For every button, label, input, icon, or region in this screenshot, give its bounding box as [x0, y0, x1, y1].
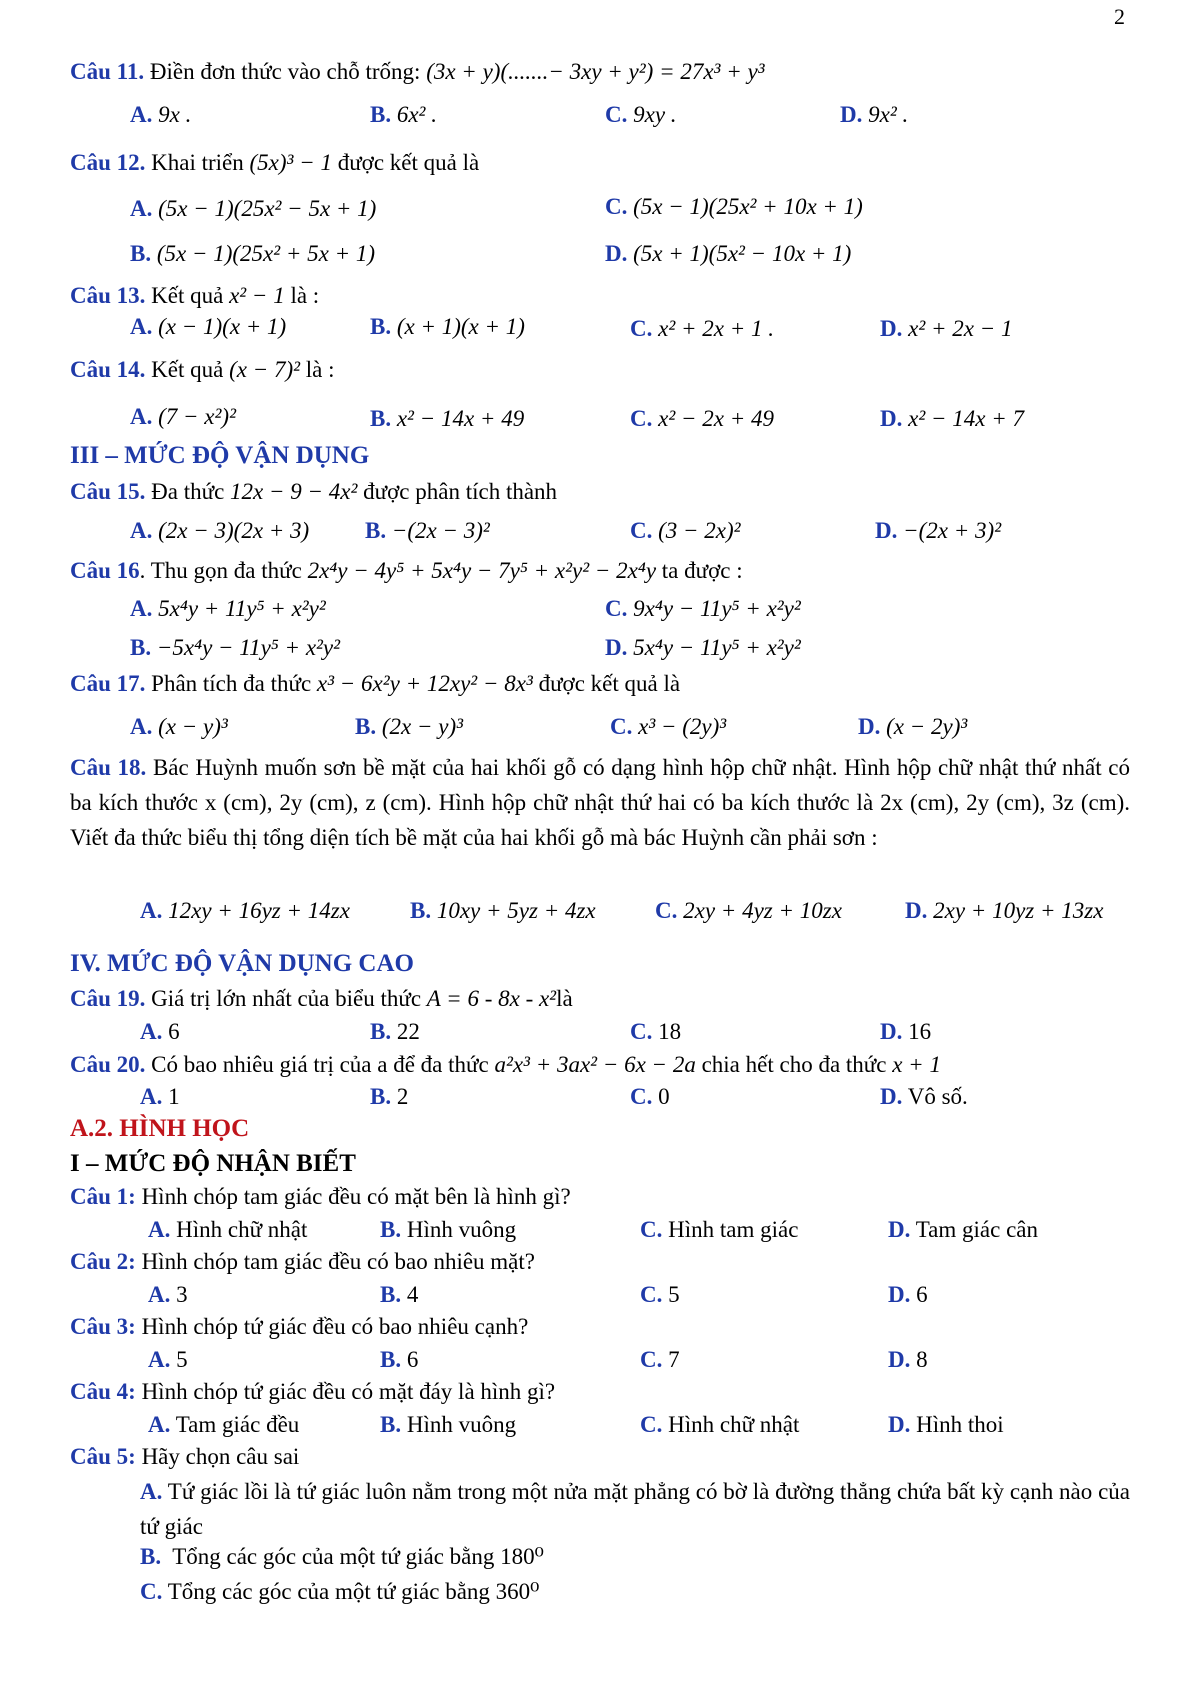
- option-b: B. x² − 14x + 49: [370, 406, 525, 431]
- question-text: Hình chóp tứ giác đều có mặt đáy là hình gì?: [141, 1379, 556, 1404]
- question-text: Kết quả: [151, 357, 224, 382]
- option-d: D. 6: [888, 1282, 928, 1307]
- option-c: C. Hình tam giác: [640, 1217, 799, 1242]
- question-label: Câu 11.: [70, 59, 145, 84]
- question-text: Khai triển: [151, 150, 244, 175]
- section-heading-i: I – MỨC ĐỘ NHẬN BIẾT: [70, 1150, 356, 1177]
- question-text: Điền đơn thức vào chỗ trống:: [149, 59, 421, 84]
- option-a: A. (5x − 1)(25x² − 5x + 1): [130, 196, 377, 221]
- question-13: [70, 282, 319, 310]
- question-expression: a²x³ + 3ax² − 6x − 2a: [494, 1052, 696, 1077]
- question-expression: (3x + y)(.......− 3xy + y²) = 27x³ + y³: [426, 59, 765, 84]
- geometry-question-1: [70, 1183, 571, 1211]
- section-heading-iii: III – MỨC ĐỘ VẬN DỤNG: [70, 442, 370, 469]
- option-a: A. 5: [148, 1347, 188, 1372]
- question-label: Câu 16: [70, 558, 140, 583]
- question-label: Câu 12.: [70, 150, 146, 175]
- option-d: D. Hình thoi: [888, 1412, 1004, 1437]
- option-d: D. (5x + 1)(5x² − 10x + 1): [605, 241, 852, 266]
- question-text: Hình chóp tam giác đều có mặt bên là hình gì?: [141, 1184, 571, 1209]
- question-expression: x² − 1: [229, 283, 285, 308]
- question-text: Hãy chọn câu sai: [141, 1444, 300, 1469]
- option-d: D. 5x⁴y − 11y⁵ + x²y²: [605, 635, 801, 660]
- option-c: C. 2xy + 4yz + 10zx: [655, 898, 842, 923]
- option-c: C. (5x − 1)(25x² + 10x + 1): [605, 194, 863, 219]
- option-d: D. x² − 14x + 7: [880, 406, 1024, 431]
- question-text-end: là: [556, 986, 573, 1011]
- section-heading-iv: IV. MỨC ĐỘ VẬN DỤNG CAO: [70, 950, 414, 977]
- option-c: C. 18: [630, 1019, 682, 1044]
- option-b: B. −5x⁴y − 11y⁵ + x²y²: [130, 635, 341, 660]
- option-d: D. (x − 2y)³: [858, 714, 968, 739]
- option-b: B. Tổng các góc của một tứ giác bằng 180⁰: [140, 1544, 544, 1569]
- question-expression-2: x + 1: [892, 1052, 941, 1077]
- option-b: B. 2: [370, 1084, 409, 1109]
- page-number: 2: [1114, 4, 1125, 29]
- option-b: B. 4: [380, 1282, 419, 1307]
- option-b: B. (5x − 1)(25x² + 5x + 1): [130, 241, 376, 266]
- question-label: Câu 2:: [70, 1249, 136, 1274]
- option-b: B. −(2x − 3)²: [365, 518, 490, 543]
- option-c: C. x³ − (2y)³: [610, 714, 727, 739]
- option-d: D. 9x² .: [840, 102, 909, 127]
- option-b: B. Hình vuông: [380, 1217, 517, 1242]
- option-a: A. Tứ giác lồi là tứ giác luôn nằm trong một nửa mặt phẳng có bờ là đường thẳng chứa bất kỳ cạnh nào của tứ giác: [140, 1479, 1130, 1539]
- question-text-end: chia hết cho đa thức: [701, 1052, 887, 1077]
- option-a: A. 1: [140, 1084, 180, 1109]
- question-text-end: được kết quả là: [538, 671, 681, 696]
- question-label: Câu 14.: [70, 357, 146, 382]
- option-b: B. 22: [370, 1019, 420, 1044]
- option-a: A. 12xy + 16yz + 14zx: [140, 898, 350, 923]
- option-c: C. Tổng các góc của một tứ giác bằng 360⁰: [140, 1579, 540, 1604]
- option-a: A. (x − 1)(x + 1): [130, 314, 287, 339]
- option-d: D. Tam giác cân: [888, 1217, 1038, 1242]
- question-label: Câu 15.: [70, 479, 146, 504]
- question-label: Câu 3:: [70, 1314, 136, 1339]
- question-text: . Thu gọn đa thức: [139, 558, 302, 583]
- question-expression: 12x − 9 − 4x²: [230, 479, 358, 504]
- question-text: Kết quả: [151, 283, 224, 308]
- option-b: B. 6x² .: [370, 102, 437, 127]
- option-d: D. 16: [880, 1019, 932, 1044]
- question-expression: 2x⁴y − 4y⁵ + 5x⁴y − 7y⁵ + x²y² − 2x⁴y: [307, 558, 657, 583]
- geometry-question-2: [70, 1248, 535, 1276]
- option-b: B. (x + 1)(x + 1): [370, 314, 525, 339]
- question-text: Giá trị lớn nhất của biểu thức: [151, 986, 422, 1011]
- option-a: A. 9x .: [130, 102, 192, 127]
- option-c: C. x² + 2x + 1 .: [630, 316, 774, 341]
- option-c: C. x² − 2x + 49: [630, 406, 774, 431]
- question-text: Hình chóp tứ giác đều có bao nhiêu cạnh?: [141, 1314, 529, 1339]
- geometry-question-5: [70, 1443, 299, 1471]
- option-d: D. x² + 2x − 1: [880, 316, 1013, 341]
- geometry-question-4: [70, 1378, 555, 1406]
- option-c: C. 7: [640, 1347, 680, 1372]
- option-a: A. 6: [140, 1019, 180, 1044]
- question-14: [70, 356, 335, 384]
- question-text-end: được kết quả là: [337, 150, 480, 175]
- option-a: A. Tam giác đều: [148, 1412, 300, 1437]
- geometry-question-3: [70, 1313, 528, 1341]
- question-text: Có bao nhiêu giá trị của a để đa thức: [151, 1052, 489, 1077]
- question-label: Câu 18.: [70, 755, 147, 780]
- option-a: A. Hình chữ nhật: [148, 1217, 308, 1242]
- option-b: B. (2x − y)³: [355, 714, 463, 739]
- question-text-end: là :: [305, 357, 335, 382]
- option-a: A. (7 − x²)²: [130, 404, 236, 429]
- option-a: A. (2x − 3)(2x + 3): [130, 518, 310, 543]
- question-expression: (5x)³ − 1: [249, 150, 332, 175]
- option-d: D. −(2x + 3)²: [875, 518, 1002, 543]
- question-text: Bác Huỳnh muốn sơn bề mặt của hai khối gỗ có dạng hình hộp chữ nhật. Hình hộp chữ nhật thứ nhất có ba kích thước x (cm), 2y (cm), z (cm). Hình hộp chữ nhật thứ hai có ba kích thước là 2x (cm), 2y (cm), 3z (cm). Viết đa thức biểu thị tổng diện tích bề mặt của hai khối gỗ mà bác Huỳnh cần phải sơn :: [70, 755, 1131, 850]
- option-c: C. 9x⁴y − 11y⁵ + x²y²: [605, 596, 801, 621]
- option-c: C. Hình chữ nhật: [640, 1412, 800, 1437]
- question-label: Câu 4:: [70, 1379, 136, 1404]
- question-11: [70, 58, 765, 86]
- option-a: A. (x − y)³: [130, 714, 228, 739]
- question-20: [70, 1051, 941, 1079]
- question-label: Câu 13.: [70, 283, 146, 308]
- question-19: [70, 985, 573, 1013]
- option-a: A. 3: [148, 1282, 188, 1307]
- question-text: Phân tích đa thức: [151, 671, 312, 696]
- option-c: C. (3 − 2x)²: [630, 518, 741, 543]
- option-d: D. 2xy + 10yz + 13zx: [905, 898, 1104, 923]
- question-label: Câu 1:: [70, 1184, 136, 1209]
- option-d: D. Vô số.: [880, 1084, 968, 1109]
- question-18: [70, 750, 1130, 855]
- section-heading-geometry: A.2. HÌNH HỌC: [70, 1115, 250, 1142]
- question-text-end: là :: [290, 283, 320, 308]
- question-text-end: được phân tích thành: [363, 479, 558, 504]
- question-expression: (x − 7)²: [229, 357, 301, 382]
- question-label: Câu 19.: [70, 986, 146, 1011]
- question-label: Câu 5:: [70, 1444, 136, 1469]
- option-b: B. Hình vuông: [380, 1412, 517, 1437]
- option-a: A. 5x⁴y + 11y⁵ + x²y²: [130, 596, 326, 621]
- option-c: C. 9xy .: [605, 102, 677, 127]
- option-c: C. 0: [630, 1084, 670, 1109]
- option-c: C. 5: [640, 1282, 680, 1307]
- question-expression: x³ − 6x²y + 12xy² − 8x³: [316, 671, 533, 696]
- question-label: Câu 17.: [70, 671, 146, 696]
- question-15: [70, 478, 557, 506]
- question-17: [70, 670, 680, 698]
- option-b: B. 10xy + 5yz + 4zx: [410, 898, 596, 923]
- option-b: B. 6: [380, 1347, 419, 1372]
- question-16: [70, 557, 743, 585]
- option-d: D. 8: [888, 1347, 928, 1372]
- question-12: [70, 149, 479, 177]
- question-text: Đa thức: [151, 479, 225, 504]
- question-text-end: ta được :: [661, 558, 743, 583]
- question-expression: A = 6 - 8x - x²: [426, 986, 557, 1011]
- question-text: Hình chóp tam giác đều có bao nhiêu mặt?: [141, 1249, 535, 1274]
- question-label: Câu 20.: [70, 1052, 146, 1077]
